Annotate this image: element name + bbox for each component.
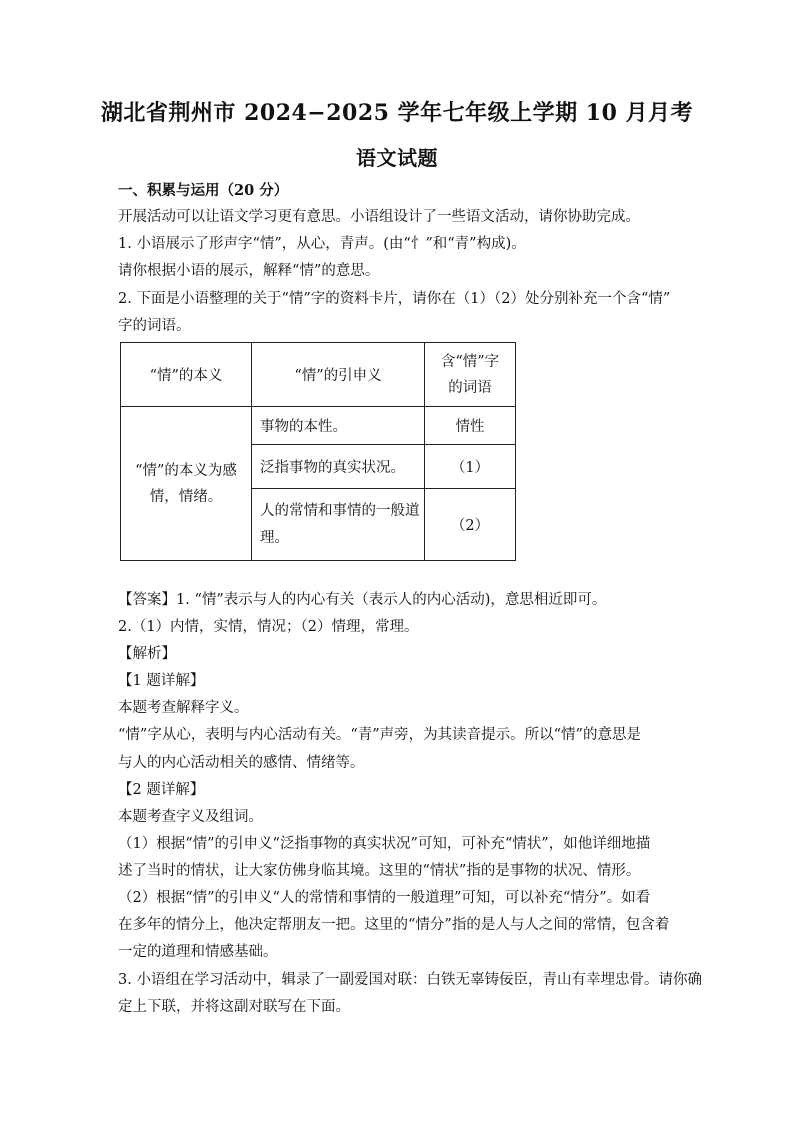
header-original-meaning: “情”的本义 [121, 343, 252, 407]
detail-1-paragraph-1: 本题考查解释字义。 [118, 700, 249, 716]
meaning-cell-3-line-2: 理。 [260, 529, 289, 546]
detail-2-paragraph-5: 在多年的情分上，他决定帮朋友一把。这里的“情分”指的是人与人之间的常情，包含着 [118, 917, 670, 933]
detail-1-paragraph-3: 与人的内心活动相关的感情、情绪等。 [118, 755, 365, 771]
detail-2-paragraph-4: （2）根据“情”的引申义“人的常情和事情的一般道理”可知，可以补充“情分”。如看 [118, 890, 651, 906]
detail-2-paragraph-6: 一定的道理和情感基础。 [118, 944, 278, 960]
detail-1-label: 【1 题详解】 [118, 673, 205, 689]
original-meaning-cell [121, 407, 252, 561]
info-card-table [120, 342, 516, 561]
page-title: 湖北省荆州市 2024−2025 学年七年级上学期 10 月月考 [100, 100, 694, 126]
question-2-line-1: 2. 下面是小语整理的关于“情”字的资料卡片，请你在（1）（2）处分别补充一个含“情” [118, 291, 671, 307]
word-cell-1: 情性 [425, 407, 516, 445]
detail-2-label: 【2 题详解】 [118, 782, 205, 798]
meaning-cell-3-line-1: 人的常情和事情的一般道 [260, 502, 420, 519]
question-3-line-2: 定上下联，并将这副对联写在下面。 [118, 999, 350, 1015]
header-words [425, 343, 516, 407]
header-words-line-2: 的词语 [448, 379, 492, 396]
word-cell-2: （1） [425, 445, 516, 489]
meaning-cell-1: 事物的本性。 [252, 407, 425, 445]
meaning-cell-2: 泛指事物的真实状况。 [252, 445, 425, 489]
question-3-line-1: 3. 小语组在学习活动中，辑录了一副爱国对联：白铁无辜铸佞臣，青山有幸埋忠骨。请你确 [118, 972, 702, 988]
detail-2-paragraph-2: （1）根据“情”的引申义“泛指事物的真实状况”可知，可补充“情状”，如他详细地描 [118, 836, 651, 852]
section-heading: 一、积累与运用（20 分） [118, 182, 289, 199]
detail-2-paragraph-3: 述了当时的情状，让大家仿佛身临其境。这里的“情状”指的是事物的状况、情形。 [118, 863, 641, 879]
question-1-line-1: 1. 小语展示了形声字“情”，从心，青声。(由“忄”和“青”构成)。 [118, 236, 526, 252]
answer-line-2: 2.（1）内情，实情，情况；（2）情理，常理。 [118, 619, 419, 635]
meaning-cell-3 [252, 489, 425, 561]
question-1-line-2: 请你根据小语的展示，解释“情”的意思。 [118, 263, 380, 279]
word-cell-3: （2） [425, 489, 516, 561]
detail-1-paragraph-2: “情”字从心，表明与内心活动有关。“青”声旁，为其读音提示。所以“情”的意思是 [118, 727, 641, 743]
original-meaning-line-2: 情，情绪。 [149, 488, 223, 505]
analysis-label: 【解析】 [118, 646, 176, 662]
question-2-line-2: 字的词语。 [118, 318, 191, 334]
original-meaning-line-1: “情”的本义为感 [135, 462, 237, 479]
intro-text: 开展活动可以让语文学习更有意思。小语组设计了一些语文活动，请你协助完成。 [118, 209, 640, 225]
answer-line-1: 【答案】1. “情”表示与人的内心有关（表示人的内心活动)，意思相近即可。 [118, 592, 607, 608]
page-subtitle: 语文试题 [356, 146, 438, 170]
header-words-line-1: 含“情”字 [440, 353, 500, 370]
header-extended-meaning: “情”的引申义 [252, 343, 425, 407]
detail-2-paragraph-1: 本题考查字义及组词。 [118, 809, 263, 825]
